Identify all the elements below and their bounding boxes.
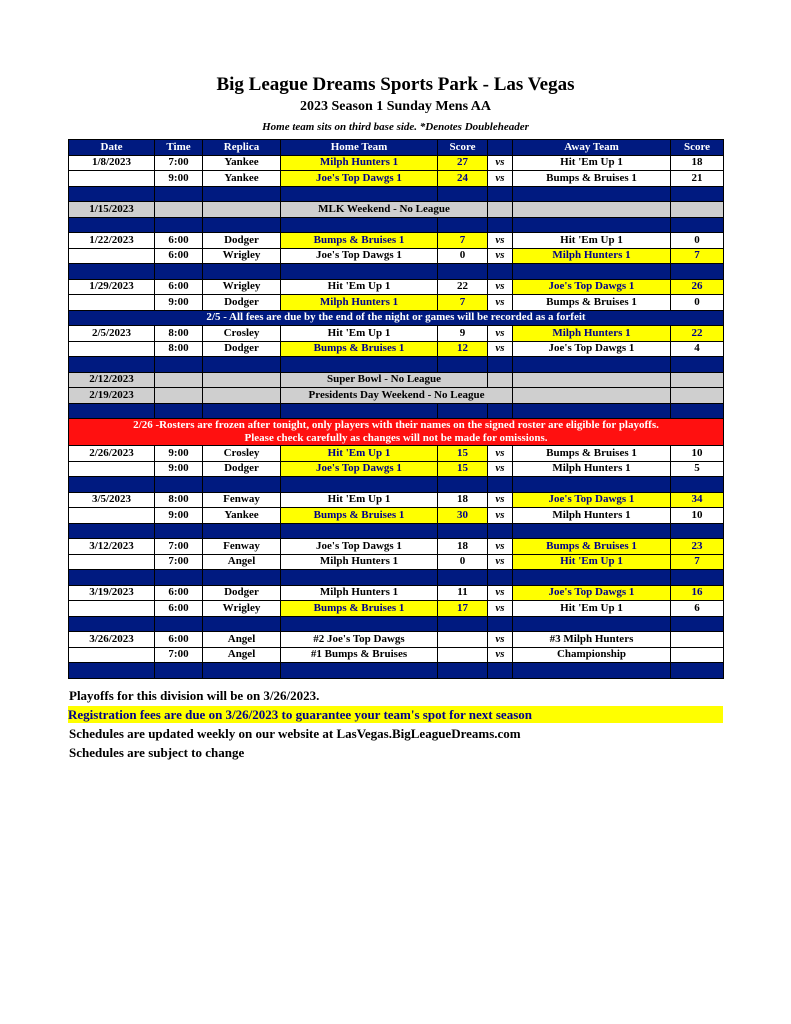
home-score: 0	[438, 554, 488, 570]
roster-notice-line: 2/26 -Rosters are frozen after tonight, only players with their names on the signed roster are eligible for playoffs.	[133, 419, 659, 431]
home-team: Bumps & Bruises 1	[281, 601, 438, 617]
home-team: Milph Hunters 1	[281, 554, 438, 570]
home-team: Joe's Top Dawgs 1	[281, 461, 438, 477]
game-row	[69, 554, 724, 570]
schedule-table	[68, 139, 724, 679]
game-time: 8:00	[155, 326, 203, 342]
no-league-date: 2/19/2023	[69, 388, 155, 404]
spacer-cell	[671, 217, 724, 233]
away-team: Championship	[513, 647, 671, 663]
game-time: 7:00	[155, 539, 203, 555]
game-row	[69, 632, 724, 648]
no-league-row	[69, 372, 724, 388]
away-score: 6	[671, 601, 724, 617]
away-team: Bumps & Bruises 1	[513, 171, 671, 187]
away-team: Joe's Top Dawgs 1	[513, 341, 671, 357]
away-score: 7	[671, 554, 724, 570]
spacer-cell	[281, 264, 438, 280]
game-time: 9:00	[155, 461, 203, 477]
away-score: 21	[671, 171, 724, 187]
game-field: Crosley	[203, 326, 281, 342]
spacer-cell	[488, 357, 513, 373]
col-vs-header	[488, 140, 513, 156]
spacer-cell	[671, 186, 724, 202]
home-team: Joe's Top Dawgs 1	[281, 539, 438, 555]
spacer-cell	[203, 570, 281, 586]
fees-notice: 2/5 - All fees are due by the end of the night or games will be recorded as a forfeit	[69, 310, 724, 326]
spacer-cell	[281, 186, 438, 202]
game-date: 3/5/2023	[69, 492, 155, 508]
away-team: Joe's Top Dawgs 1	[513, 279, 671, 295]
away-score: 5	[671, 461, 724, 477]
spacer-cell	[671, 663, 724, 679]
game-row	[69, 461, 724, 477]
home-team: #1 Bumps & Bruises	[281, 647, 438, 663]
spacer-cell	[513, 663, 671, 679]
spacer-cell	[488, 217, 513, 233]
game-date	[69, 554, 155, 570]
away-team: Hit 'Em Up 1	[513, 233, 671, 249]
spacer-cell	[513, 264, 671, 280]
vs-label: vs	[488, 326, 513, 342]
away-team: Hit 'Em Up 1	[513, 601, 671, 617]
home-team: Bumps & Bruises 1	[281, 341, 438, 357]
game-time: 6:00	[155, 279, 203, 295]
game-field: Yankee	[203, 155, 281, 171]
game-time: 6:00	[155, 248, 203, 264]
spacer-cell	[488, 477, 513, 493]
game-time: 6:00	[155, 632, 203, 648]
away-score: 0	[671, 295, 724, 311]
game-date	[69, 341, 155, 357]
home-score	[438, 632, 488, 648]
spacer-row	[69, 186, 724, 202]
home-team: Milph Hunters 1	[281, 585, 438, 601]
spacer-cell	[438, 616, 488, 632]
game-date: 2/5/2023	[69, 326, 155, 342]
game-field: Crosley	[203, 446, 281, 462]
spacer-cell	[155, 523, 203, 539]
game-time: 6:00	[155, 601, 203, 617]
away-score: 4	[671, 341, 724, 357]
away-team: Bumps & Bruises 1	[513, 295, 671, 311]
away-score: 23	[671, 539, 724, 555]
col-replica-header: Replica	[203, 140, 281, 156]
spacer-cell	[155, 403, 203, 419]
empty-cell	[671, 388, 724, 404]
home-team: Milph Hunters 1	[281, 155, 438, 171]
home-score	[438, 647, 488, 663]
spacer-cell	[513, 616, 671, 632]
spacer-cell	[488, 403, 513, 419]
subject-to-change-note: Schedules are subject to change	[69, 745, 245, 760]
away-team: Hit 'Em Up 1	[513, 155, 671, 171]
game-field: Dodger	[203, 295, 281, 311]
game-row	[69, 585, 724, 601]
fees-notice-row	[69, 310, 724, 326]
away-team: #3 Milph Hunters	[513, 632, 671, 648]
spacer-row	[69, 570, 724, 586]
game-row	[69, 279, 724, 295]
spacer-cell	[69, 357, 155, 373]
schedule-body	[69, 155, 724, 678]
spacer-cell	[488, 523, 513, 539]
spacer-cell	[69, 570, 155, 586]
spacer-cell	[281, 217, 438, 233]
game-time: 6:00	[155, 233, 203, 249]
spacer-cell	[155, 264, 203, 280]
vs-label: vs	[488, 492, 513, 508]
spacer-cell	[281, 570, 438, 586]
spacer-cell	[488, 186, 513, 202]
spacer-cell	[438, 403, 488, 419]
game-row	[69, 155, 724, 171]
away-score: 7	[671, 248, 724, 264]
empty-cell	[203, 388, 281, 404]
game-date	[69, 171, 155, 187]
home-team: Bumps & Bruises 1	[281, 508, 438, 524]
home-team: Hit 'Em Up 1	[281, 446, 438, 462]
game-field: Wrigley	[203, 279, 281, 295]
spacer-cell	[281, 616, 438, 632]
empty-cell	[671, 372, 724, 388]
spacer-cell	[281, 403, 438, 419]
game-row	[69, 647, 724, 663]
game-row	[69, 295, 724, 311]
spacer-cell	[513, 403, 671, 419]
spacer-cell	[203, 616, 281, 632]
spacer-cell	[155, 616, 203, 632]
spacer-cell	[438, 523, 488, 539]
game-row	[69, 539, 724, 555]
away-team: Joe's Top Dawgs 1	[513, 492, 671, 508]
spacer-row	[69, 663, 724, 679]
game-row	[69, 341, 724, 357]
vs-label: vs	[488, 539, 513, 555]
away-score	[671, 647, 724, 663]
no-league-row	[69, 202, 724, 218]
game-time: 9:00	[155, 508, 203, 524]
spacer-cell	[155, 570, 203, 586]
empty-cell	[203, 202, 281, 218]
game-time: 7:00	[155, 155, 203, 171]
spacer-cell	[488, 616, 513, 632]
vs-label: vs	[488, 508, 513, 524]
game-field: Fenway	[203, 492, 281, 508]
game-date: 3/12/2023	[69, 539, 155, 555]
spacer-cell	[488, 663, 513, 679]
vs-label: vs	[488, 647, 513, 663]
spacer-row	[69, 264, 724, 280]
away-score: 16	[671, 585, 724, 601]
game-date: 3/19/2023	[69, 585, 155, 601]
away-team: Milph Hunters 1	[513, 248, 671, 264]
vs-label: vs	[488, 248, 513, 264]
away-score: 34	[671, 492, 724, 508]
game-field: Angel	[203, 647, 281, 663]
vs-label: vs	[488, 585, 513, 601]
spacer-cell	[69, 264, 155, 280]
game-field: Yankee	[203, 171, 281, 187]
vs-label: vs	[488, 155, 513, 171]
home-score: 18	[438, 492, 488, 508]
game-field: Fenway	[203, 539, 281, 555]
no-league-text: MLK Weekend - No League	[281, 202, 488, 218]
registration-note: Registration fees are due on 3/26/2023 to guarantee your team's spot for next season	[68, 706, 723, 723]
game-date	[69, 461, 155, 477]
roster-notice-row	[69, 419, 724, 446]
vs-label: vs	[488, 295, 513, 311]
game-time: 9:00	[155, 446, 203, 462]
vs-label: vs	[488, 461, 513, 477]
spacer-cell	[69, 217, 155, 233]
vs-label: vs	[488, 554, 513, 570]
home-score: 17	[438, 601, 488, 617]
away-team: Bumps & Bruises 1	[513, 446, 671, 462]
vs-label: vs	[488, 446, 513, 462]
home-score: 18	[438, 539, 488, 555]
game-date: 2/26/2023	[69, 446, 155, 462]
away-score: 26	[671, 279, 724, 295]
game-field: Angel	[203, 632, 281, 648]
game-date	[69, 295, 155, 311]
spacer-row	[69, 403, 724, 419]
spacer-cell	[69, 186, 155, 202]
spacer-cell	[69, 403, 155, 419]
spacer-cell	[438, 357, 488, 373]
spacer-cell	[438, 570, 488, 586]
empty-cell	[155, 202, 203, 218]
home-score: 12	[438, 341, 488, 357]
no-league-text: Super Bowl - No League	[281, 372, 488, 388]
away-score	[671, 632, 724, 648]
game-time: 6:00	[155, 585, 203, 601]
spacer-cell	[155, 477, 203, 493]
game-row	[69, 171, 724, 187]
spacer-cell	[438, 217, 488, 233]
home-team: Hit 'Em Up 1	[281, 492, 438, 508]
spacer-row	[69, 477, 724, 493]
col-away-team-header: Away Team	[513, 140, 671, 156]
spacer-cell	[281, 523, 438, 539]
away-score: 22	[671, 326, 724, 342]
away-team: Hit 'Em Up 1	[513, 554, 671, 570]
empty-cell	[513, 388, 671, 404]
game-row	[69, 446, 724, 462]
home-score: 9	[438, 326, 488, 342]
spacer-row	[69, 523, 724, 539]
no-league-row	[69, 388, 724, 404]
col-home-team-header: Home Team	[281, 140, 438, 156]
spacer-cell	[281, 477, 438, 493]
spacer-cell	[155, 186, 203, 202]
spacer-cell	[513, 217, 671, 233]
game-field: Dodger	[203, 233, 281, 249]
game-date	[69, 601, 155, 617]
home-score: 22	[438, 279, 488, 295]
game-row	[69, 248, 724, 264]
spacer-cell	[488, 264, 513, 280]
col-away-score-header: Score	[671, 140, 724, 156]
empty-cell	[488, 202, 513, 218]
home-score: 0	[438, 248, 488, 264]
home-score: 7	[438, 295, 488, 311]
away-score: 10	[671, 508, 724, 524]
spacer-cell	[203, 217, 281, 233]
home-team: Milph Hunters 1	[281, 295, 438, 311]
home-team: Joe's Top Dawgs 1	[281, 248, 438, 264]
empty-cell	[513, 202, 671, 218]
away-team: Milph Hunters 1	[513, 461, 671, 477]
home-score: 27	[438, 155, 488, 171]
col-time-header: Time	[155, 140, 203, 156]
empty-cell	[513, 372, 671, 388]
game-time: 7:00	[155, 647, 203, 663]
empty-cell	[671, 202, 724, 218]
spacer-cell	[513, 477, 671, 493]
vs-label: vs	[488, 233, 513, 249]
game-date	[69, 647, 155, 663]
game-date: 1/22/2023	[69, 233, 155, 249]
game-field: Angel	[203, 554, 281, 570]
spacer-cell	[155, 217, 203, 233]
game-field: Dodger	[203, 585, 281, 601]
vs-label: vs	[488, 601, 513, 617]
empty-cell	[488, 372, 513, 388]
game-row	[69, 508, 724, 524]
vs-label: vs	[488, 632, 513, 648]
home-team: Hit 'Em Up 1	[281, 279, 438, 295]
away-score: 10	[671, 446, 724, 462]
game-field: Dodger	[203, 341, 281, 357]
spacer-cell	[203, 403, 281, 419]
playoffs-note: Playoffs for this division will be on 3/26/2023.	[69, 688, 320, 703]
game-date	[69, 248, 155, 264]
spacer-cell	[203, 357, 281, 373]
spacer-cell	[513, 186, 671, 202]
spacer-cell	[203, 186, 281, 202]
home-score: 30	[438, 508, 488, 524]
spacer-cell	[203, 523, 281, 539]
vs-label: vs	[488, 279, 513, 295]
home-score: 11	[438, 585, 488, 601]
game-field: Dodger	[203, 461, 281, 477]
spacer-cell	[671, 403, 724, 419]
game-time: 8:00	[155, 341, 203, 357]
spacer-cell	[438, 477, 488, 493]
away-team: Joe's Top Dawgs 1	[513, 585, 671, 601]
spacer-cell	[671, 570, 724, 586]
home-score: 7	[438, 233, 488, 249]
game-time: 8:00	[155, 492, 203, 508]
home-team: Hit 'Em Up 1	[281, 326, 438, 342]
game-row	[69, 233, 724, 249]
home-team-note: Home team sits on third base side. *Denotes Doubleheader	[262, 121, 529, 133]
away-score: 18	[671, 155, 724, 171]
vs-label: vs	[488, 341, 513, 357]
home-score: 15	[438, 446, 488, 462]
home-team: Bumps & Bruises 1	[281, 233, 438, 249]
game-row	[69, 492, 724, 508]
game-date: 1/8/2023	[69, 155, 155, 171]
home-team: #2 Joe's Top Dawgs	[281, 632, 438, 648]
away-team: Milph Hunters 1	[513, 326, 671, 342]
home-team: Joe's Top Dawgs 1	[281, 171, 438, 187]
spacer-cell	[438, 264, 488, 280]
home-score: 24	[438, 171, 488, 187]
website-note: Schedules are updated weekly on our website at LasVegas.BigLeagueDreams.com	[69, 726, 521, 741]
no-league-date: 1/15/2023	[69, 202, 155, 218]
game-field: Wrigley	[203, 248, 281, 264]
home-score: 15	[438, 461, 488, 477]
spacer-row	[69, 217, 724, 233]
season-subtitle: 2023 Season 1 Sunday Mens AA	[300, 99, 491, 114]
empty-cell	[155, 388, 203, 404]
col-date-header: Date	[69, 140, 155, 156]
spacer-cell	[281, 357, 438, 373]
spacer-cell	[69, 616, 155, 632]
spacer-cell	[488, 570, 513, 586]
empty-cell	[203, 372, 281, 388]
col-home-score-header: Score	[438, 140, 488, 156]
no-league-date: 2/12/2023	[69, 372, 155, 388]
game-time: 7:00	[155, 554, 203, 570]
game-time: 9:00	[155, 295, 203, 311]
roster-notice-line: Please check carefully as changes will not be made for omissions.	[244, 432, 548, 444]
spacer-cell	[203, 477, 281, 493]
spacer-cell	[671, 264, 724, 280]
roster-notice	[69, 419, 724, 446]
empty-cell	[155, 372, 203, 388]
spacer-cell	[69, 477, 155, 493]
spacer-cell	[438, 663, 488, 679]
spacer-cell	[671, 616, 724, 632]
table-header-row	[69, 140, 724, 156]
spacer-cell	[671, 357, 724, 373]
game-field: Wrigley	[203, 601, 281, 617]
spacer-cell	[513, 523, 671, 539]
spacer-cell	[438, 186, 488, 202]
spacer-cell	[513, 570, 671, 586]
spacer-cell	[155, 357, 203, 373]
spacer-row	[69, 357, 724, 373]
away-team: Bumps & Bruises 1	[513, 539, 671, 555]
spacer-cell	[281, 663, 438, 679]
spacer-cell	[155, 663, 203, 679]
spacer-cell	[513, 357, 671, 373]
spacer-cell	[203, 663, 281, 679]
spacer-row	[69, 616, 724, 632]
game-time: 9:00	[155, 171, 203, 187]
game-date: 3/26/2023	[69, 632, 155, 648]
vs-label: vs	[488, 171, 513, 187]
away-score: 0	[671, 233, 724, 249]
game-field: Yankee	[203, 508, 281, 524]
game-date: 1/29/2023	[69, 279, 155, 295]
spacer-cell	[671, 477, 724, 493]
game-row	[69, 601, 724, 617]
spacer-cell	[671, 523, 724, 539]
game-row	[69, 326, 724, 342]
away-team: Milph Hunters 1	[513, 508, 671, 524]
no-league-text: Presidents Day Weekend - No League	[281, 388, 513, 404]
spacer-cell	[69, 523, 155, 539]
page-title: Big League Dreams Sports Park - Las Vegas	[216, 74, 575, 95]
spacer-cell	[203, 264, 281, 280]
game-date	[69, 508, 155, 524]
spacer-cell	[69, 663, 155, 679]
